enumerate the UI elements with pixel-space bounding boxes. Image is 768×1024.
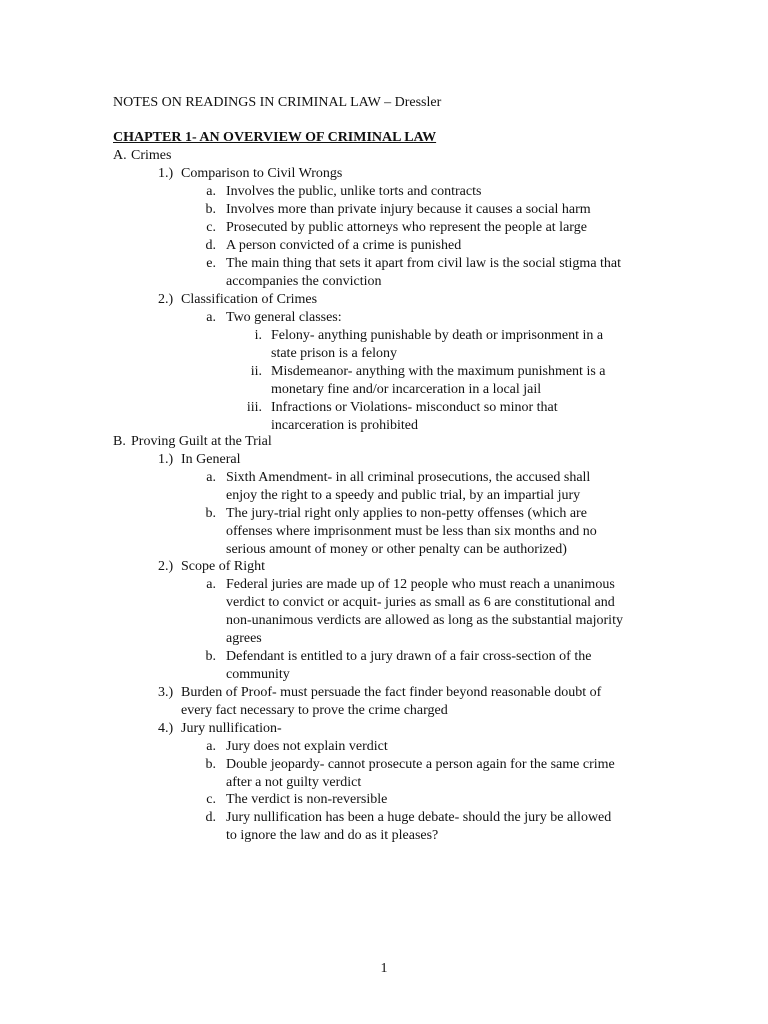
subitem-text: agrees <box>226 631 262 646</box>
item-text: Burden of Proof- must persuade the fact finder beyond reasonable doubt of <box>181 685 602 700</box>
subitem-marker: b. <box>205 202 216 217</box>
subitem-marker: a. <box>206 470 216 485</box>
subitem-text: Involves the public, unlike torts and contracts <box>226 184 482 199</box>
subitem-marker: a. <box>206 184 216 199</box>
item-heading: Jury nullification- <box>181 721 282 736</box>
subitem-marker: a. <box>206 310 216 325</box>
chapter-heading: CHAPTER 1- AN OVERVIEW OF CRIMINAL LAW <box>113 130 437 145</box>
section-marker: B. <box>113 434 126 449</box>
page-number: 1 <box>380 961 388 976</box>
subitem-text: Prosecuted by public attorneys who represent the people at large <box>226 220 587 235</box>
subitem-text: Federal juries are made up of 12 people who must reach a unanimous <box>226 577 615 592</box>
subitem-text: Jury nullification has been a huge debate- should the jury be allowed <box>226 810 612 825</box>
subitem-text: Double jeopardy- cannot prosecute a person again for the same crime <box>226 757 615 772</box>
subitem-text: after a not guilty verdict <box>226 775 362 790</box>
item-marker: 1.) <box>158 166 174 181</box>
subitem-marker: b. <box>205 757 216 772</box>
subsubitem-text: monetary fine and/or incarceration in a local jail <box>271 382 542 397</box>
subitem-marker: b. <box>205 506 216 521</box>
subitem-marker: d. <box>205 238 216 253</box>
subitem-text: Sixth Amendment- in all criminal prosecutions, the accused shall <box>226 470 591 485</box>
subitem-text: Jury does not explain verdict <box>226 739 388 754</box>
subsubitem-marker: ii. <box>250 364 262 379</box>
item-marker: 2.) <box>158 559 174 574</box>
section-heading: Proving Guilt at the Trial <box>131 434 272 449</box>
subitem-text: A person convicted of a crime is punished <box>226 238 462 253</box>
subitem-text: offenses where imprisonment must be less than six months and no <box>226 524 597 539</box>
subitem-marker: c. <box>206 220 216 235</box>
item-marker: 2.) <box>158 292 174 307</box>
subitem-text: Defendant is entitled to a jury drawn of a fair cross-section of the <box>226 649 592 664</box>
subitem-marker: a. <box>206 739 216 754</box>
subsubitem-text: Felony- anything punishable by death or imprisonment in a <box>271 328 604 343</box>
item-heading: Classification of Crimes <box>181 292 318 307</box>
subsubitem-text: state prison is a felony <box>271 346 397 361</box>
subitem-text: to ignore the law and do as it pleases? <box>226 828 439 843</box>
subitem-marker: a. <box>206 577 216 592</box>
section-marker: A. <box>113 148 127 163</box>
subitem-text: serious amount of money or other penalty can be authorized) <box>226 542 567 557</box>
subsubitem-text: Misdemeanor- anything with the maximum punishment is a <box>271 364 606 379</box>
item-text: every fact necessary to prove the crime charged <box>181 703 448 718</box>
subitem-text: enjoy the right to a speedy and public trial, by an impartial jury <box>226 488 581 503</box>
subitem-marker: d. <box>205 810 216 825</box>
subitem-text: verdict to convict or acquit- juries as small as 6 are constitutional and <box>226 595 615 610</box>
subitem-text: The main thing that sets it apart from civil law is the social stigma that <box>226 256 622 271</box>
subsubitem-text: Infractions or Violations- misconduct so minor that <box>271 400 558 415</box>
item-heading: Scope of Right <box>181 559 265 574</box>
subsubitem-marker: i. <box>254 328 262 343</box>
subitem-text: Two general classes: <box>226 310 342 325</box>
subsubitem-text: incarceration is prohibited <box>271 418 418 433</box>
item-marker: 4.) <box>158 721 174 736</box>
item-heading: In General <box>181 452 241 467</box>
section-heading: Crimes <box>131 148 172 163</box>
item-marker: 3.) <box>158 685 174 700</box>
subitem-marker: c. <box>206 792 216 807</box>
subitem-text: The verdict is non-reversible <box>226 792 388 807</box>
item-heading: Comparison to Civil Wrongs <box>181 166 343 181</box>
subitem-text: Involves more than private injury because it causes a social harm <box>226 202 591 217</box>
subitem-text: The jury-trial right only applies to non-petty offenses (which are <box>226 506 587 521</box>
subitem-text: community <box>226 667 290 682</box>
subsubitem-marker: iii. <box>246 400 262 415</box>
subitem-marker: e. <box>206 256 216 271</box>
subitem-text: accompanies the conviction <box>226 274 382 289</box>
subitem-text: non-unanimous verdicts are allowed as long as the substantial majority <box>226 613 623 628</box>
item-marker: 1.) <box>158 452 174 467</box>
document-title: NOTES ON READINGS IN CRIMINAL LAW – Dressler <box>113 95 442 110</box>
subitem-marker: b. <box>205 649 216 664</box>
